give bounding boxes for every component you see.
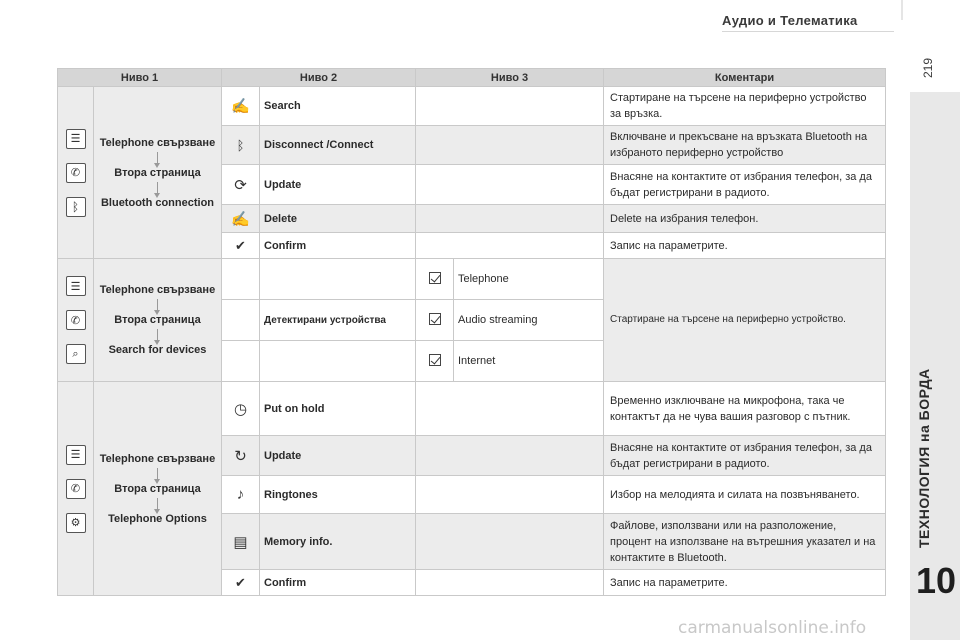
- phone-settings-icon: ⚙: [66, 513, 86, 533]
- level2-label: Memory info.: [260, 514, 416, 570]
- arrow-down-icon: [157, 468, 158, 480]
- col-header-level3: Ниво 3: [416, 69, 604, 87]
- phone-icon: ✆: [66, 163, 86, 183]
- level2-label: Confirm: [260, 570, 416, 596]
- arrow-down-icon: [157, 329, 158, 341]
- level1-icons: [58, 382, 94, 596]
- bluetooth-icon: ᛒ: [66, 197, 86, 217]
- comment: Delete на избрания телефон.: [604, 205, 886, 233]
- table-row: [58, 87, 886, 126]
- watermark: carmanualsonline.info: [678, 618, 867, 638]
- col-header-comments: Коментари: [604, 69, 886, 87]
- level1-item: Втора страница: [114, 314, 201, 326]
- checkbox-icon: [416, 259, 454, 300]
- comment: Внасяне на контактите от избрания телефон, за да бъдат регистрирани в радиото.: [604, 165, 886, 205]
- header-rule: [722, 31, 894, 32]
- arrow-down-icon: [157, 152, 158, 164]
- check-icon: ✔: [222, 233, 260, 259]
- checkbox-icon: [416, 341, 454, 382]
- search-device-icon: ⌕: [66, 344, 86, 364]
- phone-list-icon: ☰: [66, 129, 86, 149]
- table-row: [58, 382, 886, 436]
- arrow-down-icon: [157, 182, 158, 194]
- arrow-down-icon: [157, 299, 158, 311]
- chapter-number: 10: [915, 560, 957, 601]
- memory-icon: ▤: [222, 514, 260, 570]
- comment: Временно изключване на микрофона, така че контактът да не чува вашия разговор с пътник.: [604, 382, 886, 436]
- refresh-icon: ↻: [222, 436, 260, 476]
- delete-phone-icon: ✍: [222, 205, 260, 233]
- level1-item: Search for devices: [108, 344, 207, 356]
- check-icon: ✔: [222, 570, 260, 596]
- level2-label: Update: [260, 165, 416, 205]
- phone-list-icon: ☰: [66, 445, 86, 465]
- ringtone-icon: ♪: [222, 476, 260, 514]
- level1-item: Втора страница: [114, 166, 201, 179]
- level1-item: Bluetooth connection: [100, 196, 215, 209]
- sidebar-divider: [901, 0, 903, 20]
- update-contacts-icon: ⟳: [222, 165, 260, 205]
- level1-path: [94, 87, 222, 259]
- hold-call-icon: ◷: [222, 382, 260, 436]
- page-number: 219: [921, 57, 935, 78]
- level2-label: Delete: [260, 205, 416, 233]
- level1-icons: [58, 87, 94, 259]
- col-header-level2: Ниво 2: [222, 69, 416, 87]
- level1-item: Втора страница: [114, 482, 201, 495]
- comment: Файлове, използвани или на разположение, процент на използване на вътрешния указател и на контактите в Bluetooth.: [604, 514, 886, 570]
- level1-path: [94, 382, 222, 596]
- level2-label: Put on hold: [260, 382, 416, 436]
- checkbox-icon: [416, 300, 454, 341]
- arrow-down-icon: [157, 498, 158, 510]
- table-row: [58, 259, 886, 300]
- level3-label: Telephone: [454, 259, 604, 300]
- page-header-title: Аудио и Телематика: [722, 13, 858, 28]
- phone-icon: ✆: [66, 310, 86, 330]
- level2-label: Search: [260, 87, 416, 126]
- level3-label: Audio streaming: [454, 300, 604, 341]
- phone-icon: ✆: [66, 479, 86, 499]
- chapter-title: ТЕХНОЛОГИЯ на БОРДА: [916, 368, 932, 548]
- level1-item: Telephone Options: [108, 512, 207, 525]
- level1-icons: [58, 259, 94, 382]
- comment: Запис на параметрите.: [604, 233, 886, 259]
- level1-item: Telephone свързване: [99, 284, 216, 296]
- comment: Запис на параметрите.: [604, 570, 886, 596]
- comment: Стартиране на търсене на периферно устройство за връзка.: [604, 87, 886, 126]
- menu-table: [57, 68, 886, 596]
- level3-label: Internet: [454, 341, 604, 382]
- level1-item: Telephone свързване: [99, 136, 216, 149]
- level2-label: Confirm: [260, 233, 416, 259]
- level2-label: Ringtones: [260, 476, 416, 514]
- chapter-band: [910, 92, 960, 640]
- level2-label: Детектирани устройства: [260, 300, 416, 341]
- comment: Включване и прекъсване на връзката Bluetooth на избраното периферно устройство: [604, 126, 886, 165]
- level2-label: Disconnect /Connect: [260, 126, 416, 165]
- search-phone-icon: ✍: [222, 87, 260, 126]
- table-header-row: [58, 69, 886, 87]
- comment: Избор на мелодията и силата на позвъняването.: [604, 476, 886, 514]
- comment: Стартиране на търсене на периферно устройство.: [604, 259, 886, 382]
- comment: Внасяне на контактите от избрания телефон, за да бъдат регистрирани в радиото.: [604, 436, 886, 476]
- level1-item: Telephone свързване: [99, 452, 216, 465]
- level1-path: [94, 259, 222, 382]
- phone-list-icon: ☰: [66, 276, 86, 296]
- col-header-level1: Ниво 1: [58, 69, 222, 87]
- bluetooth-connect-icon: ᛒ: [222, 126, 260, 165]
- level2-label: Update: [260, 436, 416, 476]
